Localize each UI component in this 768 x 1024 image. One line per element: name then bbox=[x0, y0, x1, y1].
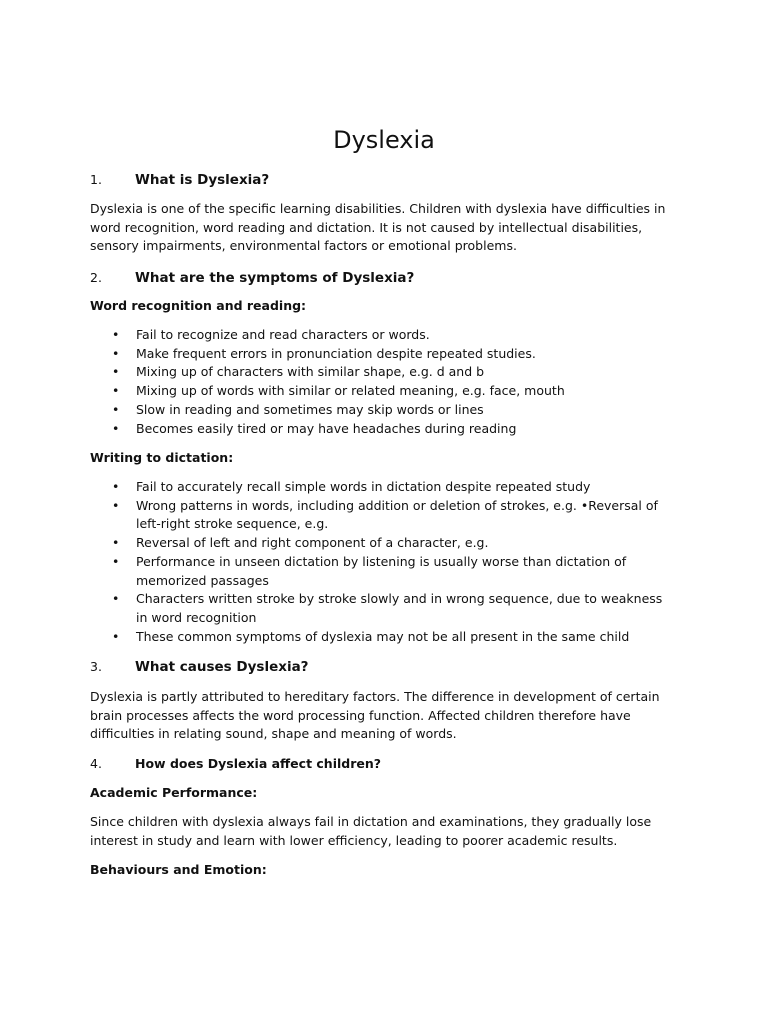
section-paragraph-4: Since children with dyslexia always fail in dictation and examinations, they gradually lose interest in study and learn with lower efficiency, leading to poorer academic results. bbox=[90, 814, 652, 848]
list-item bbox=[0, 590, 676, 627]
list-item bbox=[0, 363, 676, 382]
list-item-text: Becomes easily tired or may have headaches during reading bbox=[136, 420, 517, 436]
list-item-text: Mixing up of characters with similar shape, e.g. d and b bbox=[136, 364, 485, 380]
bullet-icon: • bbox=[112, 497, 120, 513]
list-item-text: These common symptoms of dyslexia may not be all present in the same child bbox=[136, 628, 630, 644]
subheading-writing-dictation: Writing to dictation: bbox=[90, 450, 234, 465]
section-number: 4. bbox=[90, 756, 102, 771]
list-item bbox=[0, 382, 676, 401]
bullet-icon: • bbox=[112, 383, 120, 399]
list-item-text: Make frequent errors in pronunciation despite repeated studies. bbox=[136, 345, 536, 361]
document-title: Dyslexia bbox=[333, 126, 435, 154]
bullet-icon: • bbox=[112, 479, 120, 494]
subheading-word-recognition: Word recognition and reading: bbox=[90, 298, 307, 313]
bullet-icon: • bbox=[112, 345, 120, 361]
dictation-symptoms-list bbox=[0, 478, 768, 646]
section-number: 1. bbox=[90, 172, 102, 187]
subheading-academic-performance: Academic Performance: bbox=[90, 785, 258, 800]
section-number: 3. bbox=[90, 659, 102, 674]
section-title: How does Dyslexia affect children? bbox=[135, 756, 382, 771]
list-item bbox=[0, 420, 676, 439]
section-title: What is Dyslexia? bbox=[135, 172, 270, 188]
bullet-icon: • bbox=[112, 591, 120, 607]
bullet-icon: • bbox=[112, 628, 120, 644]
list-item bbox=[0, 534, 676, 553]
reading-symptoms-list bbox=[0, 326, 768, 438]
list-item-text: Characters written stroke by stroke slowly and in wrong sequence, due to weakness in word recognition bbox=[136, 591, 663, 625]
list-item bbox=[0, 497, 676, 534]
list-item-text: Mixing up of words with similar or related meaning, e.g. face, mouth bbox=[136, 383, 565, 399]
list-item bbox=[0, 478, 676, 497]
list-item bbox=[0, 553, 676, 590]
subheading-behaviours-emotion: Behaviours and Emotion: bbox=[90, 862, 267, 877]
bullet-icon: • bbox=[112, 327, 120, 342]
list-item-text: Reversal of left and right component of a character, e.g. bbox=[136, 535, 489, 551]
list-item-text: Slow in reading and sometimes may skip words or lines bbox=[136, 401, 484, 417]
bullet-icon: • bbox=[112, 364, 120, 380]
section-number: 2. bbox=[90, 270, 102, 285]
section-paragraph-1: Dyslexia is one of the specific learning disabilities. Children with dyslexia have difficulties in word recognition, word reading and dictation. It is not caused by intellectual disabilities, sensory impairments, environmental factors or emotional problems. bbox=[90, 201, 666, 254]
bullet-icon: • bbox=[112, 401, 120, 417]
list-item bbox=[0, 326, 676, 345]
list-item bbox=[0, 628, 676, 647]
bullet-icon: • bbox=[112, 420, 120, 436]
list-item-text: Fail to recognize and read characters or words. bbox=[136, 327, 430, 342]
section-title: What causes Dyslexia? bbox=[135, 659, 309, 675]
section-title: What are the symptoms of Dyslexia? bbox=[135, 270, 415, 286]
list-item bbox=[0, 345, 676, 364]
bullet-icon: • bbox=[112, 553, 120, 569]
list-item-text: Wrong patterns in words, including addition or deletion of strokes, e.g. •Reversal of left-right stroke sequence, e.g. bbox=[136, 497, 658, 532]
list-item bbox=[0, 401, 676, 420]
section-paragraph-3: Dyslexia is partly attributed to hereditary factors. The difference in development of certain brain processes affects the word processing function. Affected children therefore have difficulties in relating sound, shape and meaning of words. bbox=[90, 689, 660, 742]
bullet-icon: • bbox=[112, 535, 120, 551]
list-item-text: Performance in unseen dictation by listening is usually worse than dictation of memorized passages bbox=[136, 553, 627, 588]
list-item-text: Fail to accurately recall simple words in dictation despite repeated study bbox=[136, 479, 591, 494]
